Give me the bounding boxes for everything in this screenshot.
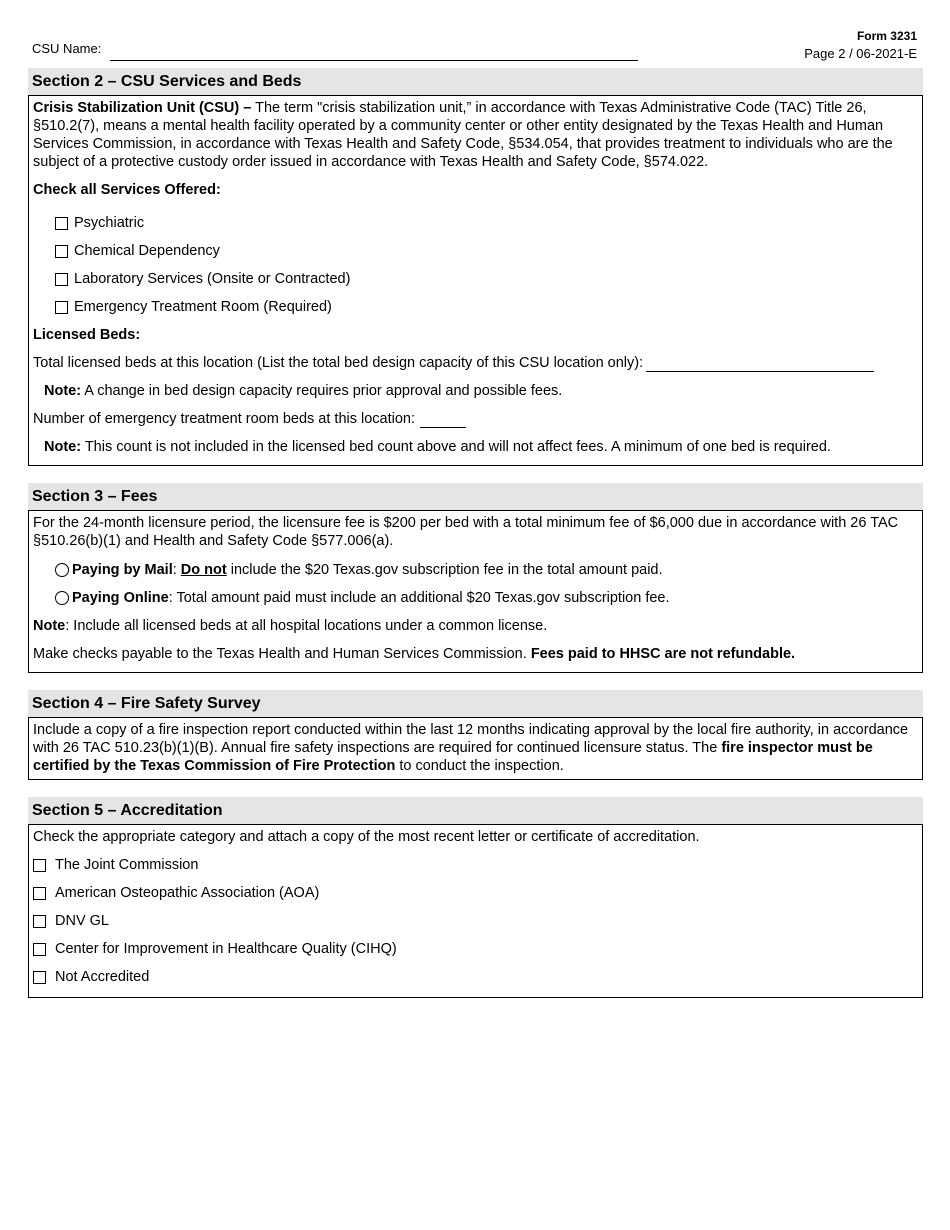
section-3-body (28, 510, 923, 673)
note-text: This count is not included in the licensed bed count above and will not affect fees. A minimum of one bed is required. (81, 439, 831, 455)
section-4-body (28, 717, 923, 780)
payment-option-mail[interactable] (33, 556, 918, 584)
section-2-title: Section 2 – CSU Services and Beds (28, 68, 923, 95)
note-er-count (33, 433, 918, 461)
accreditation-option-not-accredited[interactable] (33, 963, 918, 991)
checkbox[interactable] (33, 943, 46, 956)
note-text: : Include all licensed beds at all hospital locations under a common license. (65, 618, 548, 634)
er-beds-row (33, 405, 918, 433)
mail-do-not: Do not (180, 562, 227, 578)
not-refundable: Fees paid to HHSC are not refundable. (530, 646, 796, 662)
fire-safety-intro: Include a copy of a fire inspection report conducted within the last 12 months indicating approval by the local fire authority, in accordance with 26 TAC 510.23(b)(1)(B). Annual fire safety inspections are required for continued licensure status. The (33, 722, 909, 756)
note-label: Note: (44, 383, 82, 399)
service-option-chemical-dependency[interactable] (33, 237, 918, 265)
accreditation-intro: Check the appropriate category and attach a copy of the most recent letter or certificate of accreditation. (33, 829, 700, 845)
mail-label: Paying by Mail (72, 562, 173, 578)
csu-definition-text: The term "crisis stabilization unit,” in accordance with Texas Administrative Code (TAC) Title 26, §510.2(7), means a mental health facility operated by a community center or other entity designated by the Texas Health and Human Services Commission, in accordance with Texas Health and Safety Code, §534.054, that provides treatment to individuals who are the subject of a protective custody order issued in accordance with Texas Health and Safety Code, §574.022. (33, 100, 893, 170)
accreditation-label: Center for Improvement in Healthcare Quality (CIHQ) (55, 941, 397, 957)
note-bed-capacity (33, 377, 918, 405)
fire-safety-text (33, 721, 918, 775)
fire-inspector-requirement: fire inspector must be certified by the Texas Commission of Fire Protection (33, 740, 873, 774)
service-option-laboratory[interactable] (33, 265, 918, 293)
form-page (28, 0, 923, 998)
service-label: Laboratory Services (Onsite or Contracted) (74, 271, 351, 287)
note-label: Note (33, 618, 66, 634)
service-label: Chemical Dependency (74, 243, 220, 259)
section-5-title: Section 5 – Accreditation (28, 797, 923, 824)
fees-note (33, 612, 918, 640)
checkbox[interactable] (33, 915, 46, 928)
section-4-title: Section 4 – Fire Safety Survey (28, 690, 923, 717)
checkbox[interactable] (55, 217, 68, 230)
note-text: A change in bed design capacity requires prior approval and possible fees. (81, 383, 563, 399)
licensed-beds-heading: Licensed Beds: (33, 327, 141, 343)
accreditation-label: American Osteopathic Association (AOA) (55, 885, 320, 901)
accreditation-label: The Joint Commission (55, 857, 199, 873)
services-heading-row (33, 181, 918, 199)
csu-name-field[interactable] (110, 60, 638, 61)
checkbox[interactable] (33, 887, 46, 900)
total-beds-field[interactable] (646, 354, 874, 372)
radio-button[interactable] (55, 591, 69, 605)
mail-sep: : (172, 562, 181, 578)
radio-button[interactable] (55, 563, 69, 577)
form-number: Form 3231 (856, 29, 917, 43)
service-option-psychiatric[interactable] (33, 209, 918, 237)
service-option-emergency-treatment-room[interactable] (33, 293, 918, 321)
er-beds-label: Number of emergency treatment room beds at this location: (33, 411, 416, 427)
checkbox[interactable] (33, 859, 46, 872)
accreditation-option-cihq[interactable] (33, 935, 918, 963)
fees-intro: For the 24-month licensure period, the licensure fee is $200 per bed with a total minimum fee of $6,000 due in accordance with 26 TAC §510.26(b)(1) and Health and Safety Code §577.006(a). (33, 515, 899, 549)
fire-safety-end: to conduct the inspection. (395, 758, 564, 774)
service-label: Emergency Treatment Room (Required) (74, 299, 332, 315)
accreditation-option-dnv-gl[interactable] (33, 907, 918, 935)
form-header (28, 0, 923, 68)
csu-definition-term: Crisis Stabilization Unit (CSU) – (33, 100, 252, 116)
total-beds-label: Total licensed beds at this location (List the total bed design capacity of this CSU location only): (33, 355, 644, 371)
total-beds-row (33, 349, 918, 377)
section-2-body (28, 95, 923, 466)
mail-text: include the $20 Texas.gov subscription fee in the total amount paid. (226, 562, 663, 578)
checkbox[interactable] (55, 245, 68, 258)
online-label: Paying Online (72, 590, 169, 606)
services-heading: Check all Services Offered: (33, 182, 221, 198)
checkbox[interactable] (55, 273, 68, 286)
csu-definition (33, 99, 918, 171)
accreditation-option-joint-commission[interactable] (33, 851, 918, 879)
accreditation-label: DNV GL (55, 913, 109, 929)
checks-text: Make checks payable to the Texas Health and Human Services Commission. (33, 646, 531, 662)
checks-payable (33, 640, 918, 668)
payment-option-online[interactable] (33, 584, 918, 612)
er-beds-field[interactable] (420, 410, 466, 428)
online-text: : Total amount paid must include an additional $20 Texas.gov subscription fee. (168, 590, 670, 606)
accreditation-label: Not Accredited (55, 969, 150, 985)
checkbox[interactable] (33, 971, 46, 984)
accreditation-option-aoa[interactable] (33, 879, 918, 907)
section-3-title: Section 3 – Fees (28, 483, 923, 510)
section-5-body (28, 824, 923, 998)
csu-name-label: CSU Name: (32, 41, 102, 56)
licensed-beds-heading-row (33, 321, 918, 349)
note-label: Note: (44, 439, 82, 455)
page-info: Page 2 / 06-2021-E (804, 46, 917, 61)
checkbox[interactable] (55, 301, 68, 314)
service-label: Psychiatric (74, 215, 145, 231)
